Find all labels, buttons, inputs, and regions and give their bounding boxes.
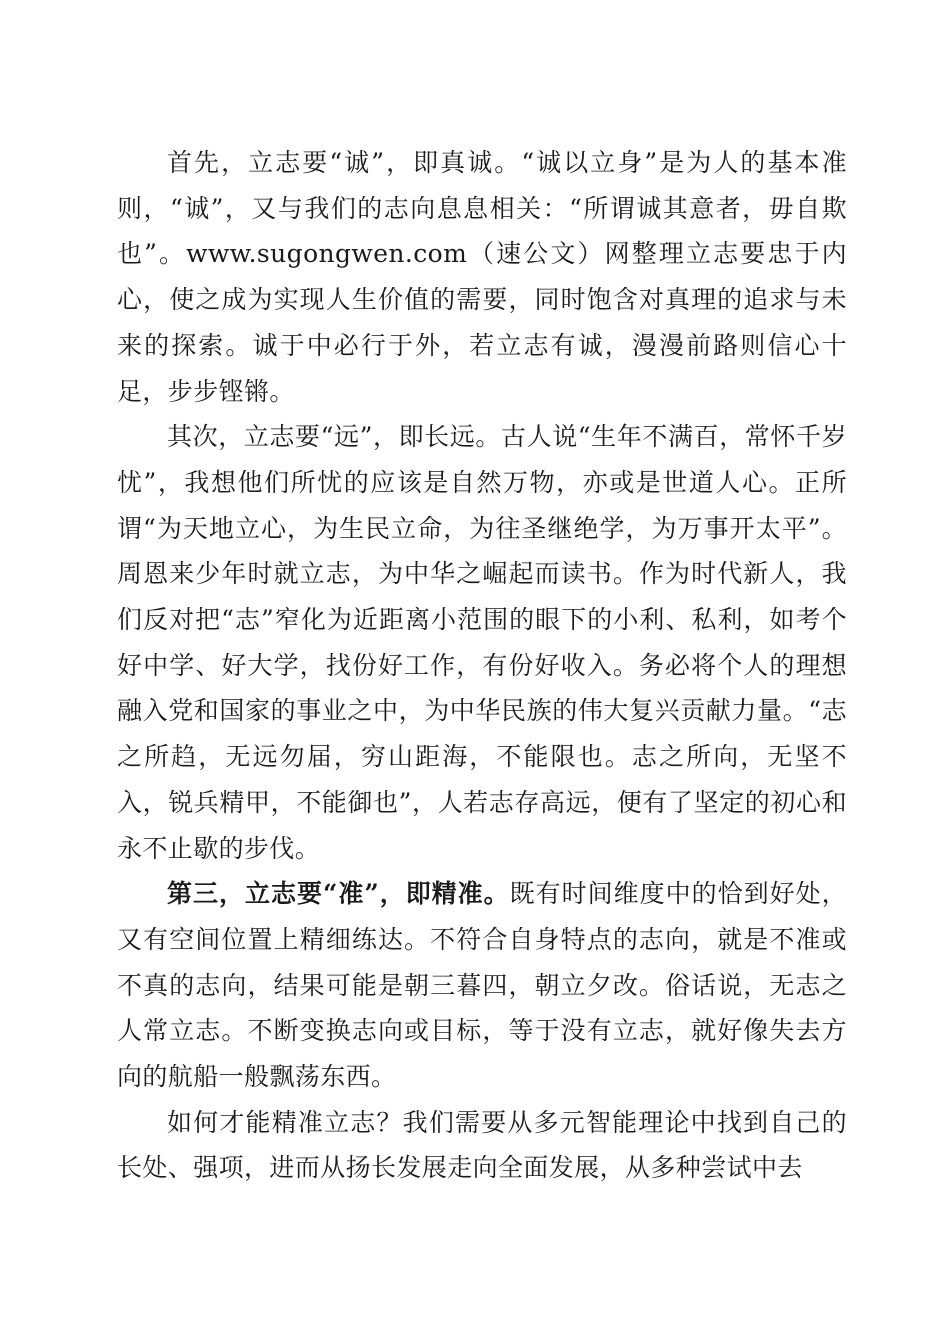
paragraph-long-term bbox=[117, 414, 847, 871]
paragraph-text: 如何才能精准立志？我们需要从多元智能理论中找到自己的长处、强项，进而从扬长发展走向全面发展，从多种尝试中去 bbox=[117, 1107, 847, 1183]
paragraph-precision bbox=[117, 871, 847, 1100]
paragraph-text: 首先，立志要“诚”，即真诚。“诚以立身”是为人的基本准则，“诚”，又与我们的志向息息相关：“所谓诚其意者，毋自欺也”。www.sugongwen.com（速公文）网整理立志要忠于内心，使之成为实现人生价值的需要，同时饱含对真理的追求与未来的探索。诚于中必行于外，若立志有诚，漫漫前路则信心十足，步步铿锵。 bbox=[117, 148, 847, 406]
paragraph-text: 其次，立志要“远”，即长远。古人说“生年不满百，常怀千岁忧”，我想他们所忧的应该是自然万物，亦或是世道人心。正所谓“为天地立心，为生民立命，为往圣继绝学，为万事开太平”。周恩来少年时就立志，为中华之崛起而读书。作为时代新人，我们反对把“志”窄化为近距离小范围的眼下的小利、私利，如考个好中学、好大学，找份好工作，有份好收入。务必将个人的理想融入党和国家的事业之中，为中华民族的伟大复兴贡献力量。“志之所趋，无远勿届，穷山距海，不能限也。志之所向，无坚不入，锐兵精甲，不能御也”，人若志存高远，便有了坚定的初心和永不止歇的步伐。 bbox=[117, 422, 847, 863]
paragraph-sincerity bbox=[117, 140, 847, 414]
document-body bbox=[117, 140, 847, 1191]
paragraph-how-to bbox=[117, 1100, 847, 1191]
paragraph-lead-bold: 第三，立志要“准”，即精准。 bbox=[167, 879, 510, 909]
paragraph-text: 既有时间维度中的恰到好处，又有空间位置上精细练达。不符合自身特点的志向，就是不准或不真的志向，结果可能是朝三暮四，朝立夕改。俗话说，无志之人常立志。不断变换志向或目标，等于没有立志，就好像失去方向的航船一般飘荡东西。 bbox=[117, 879, 847, 1092]
